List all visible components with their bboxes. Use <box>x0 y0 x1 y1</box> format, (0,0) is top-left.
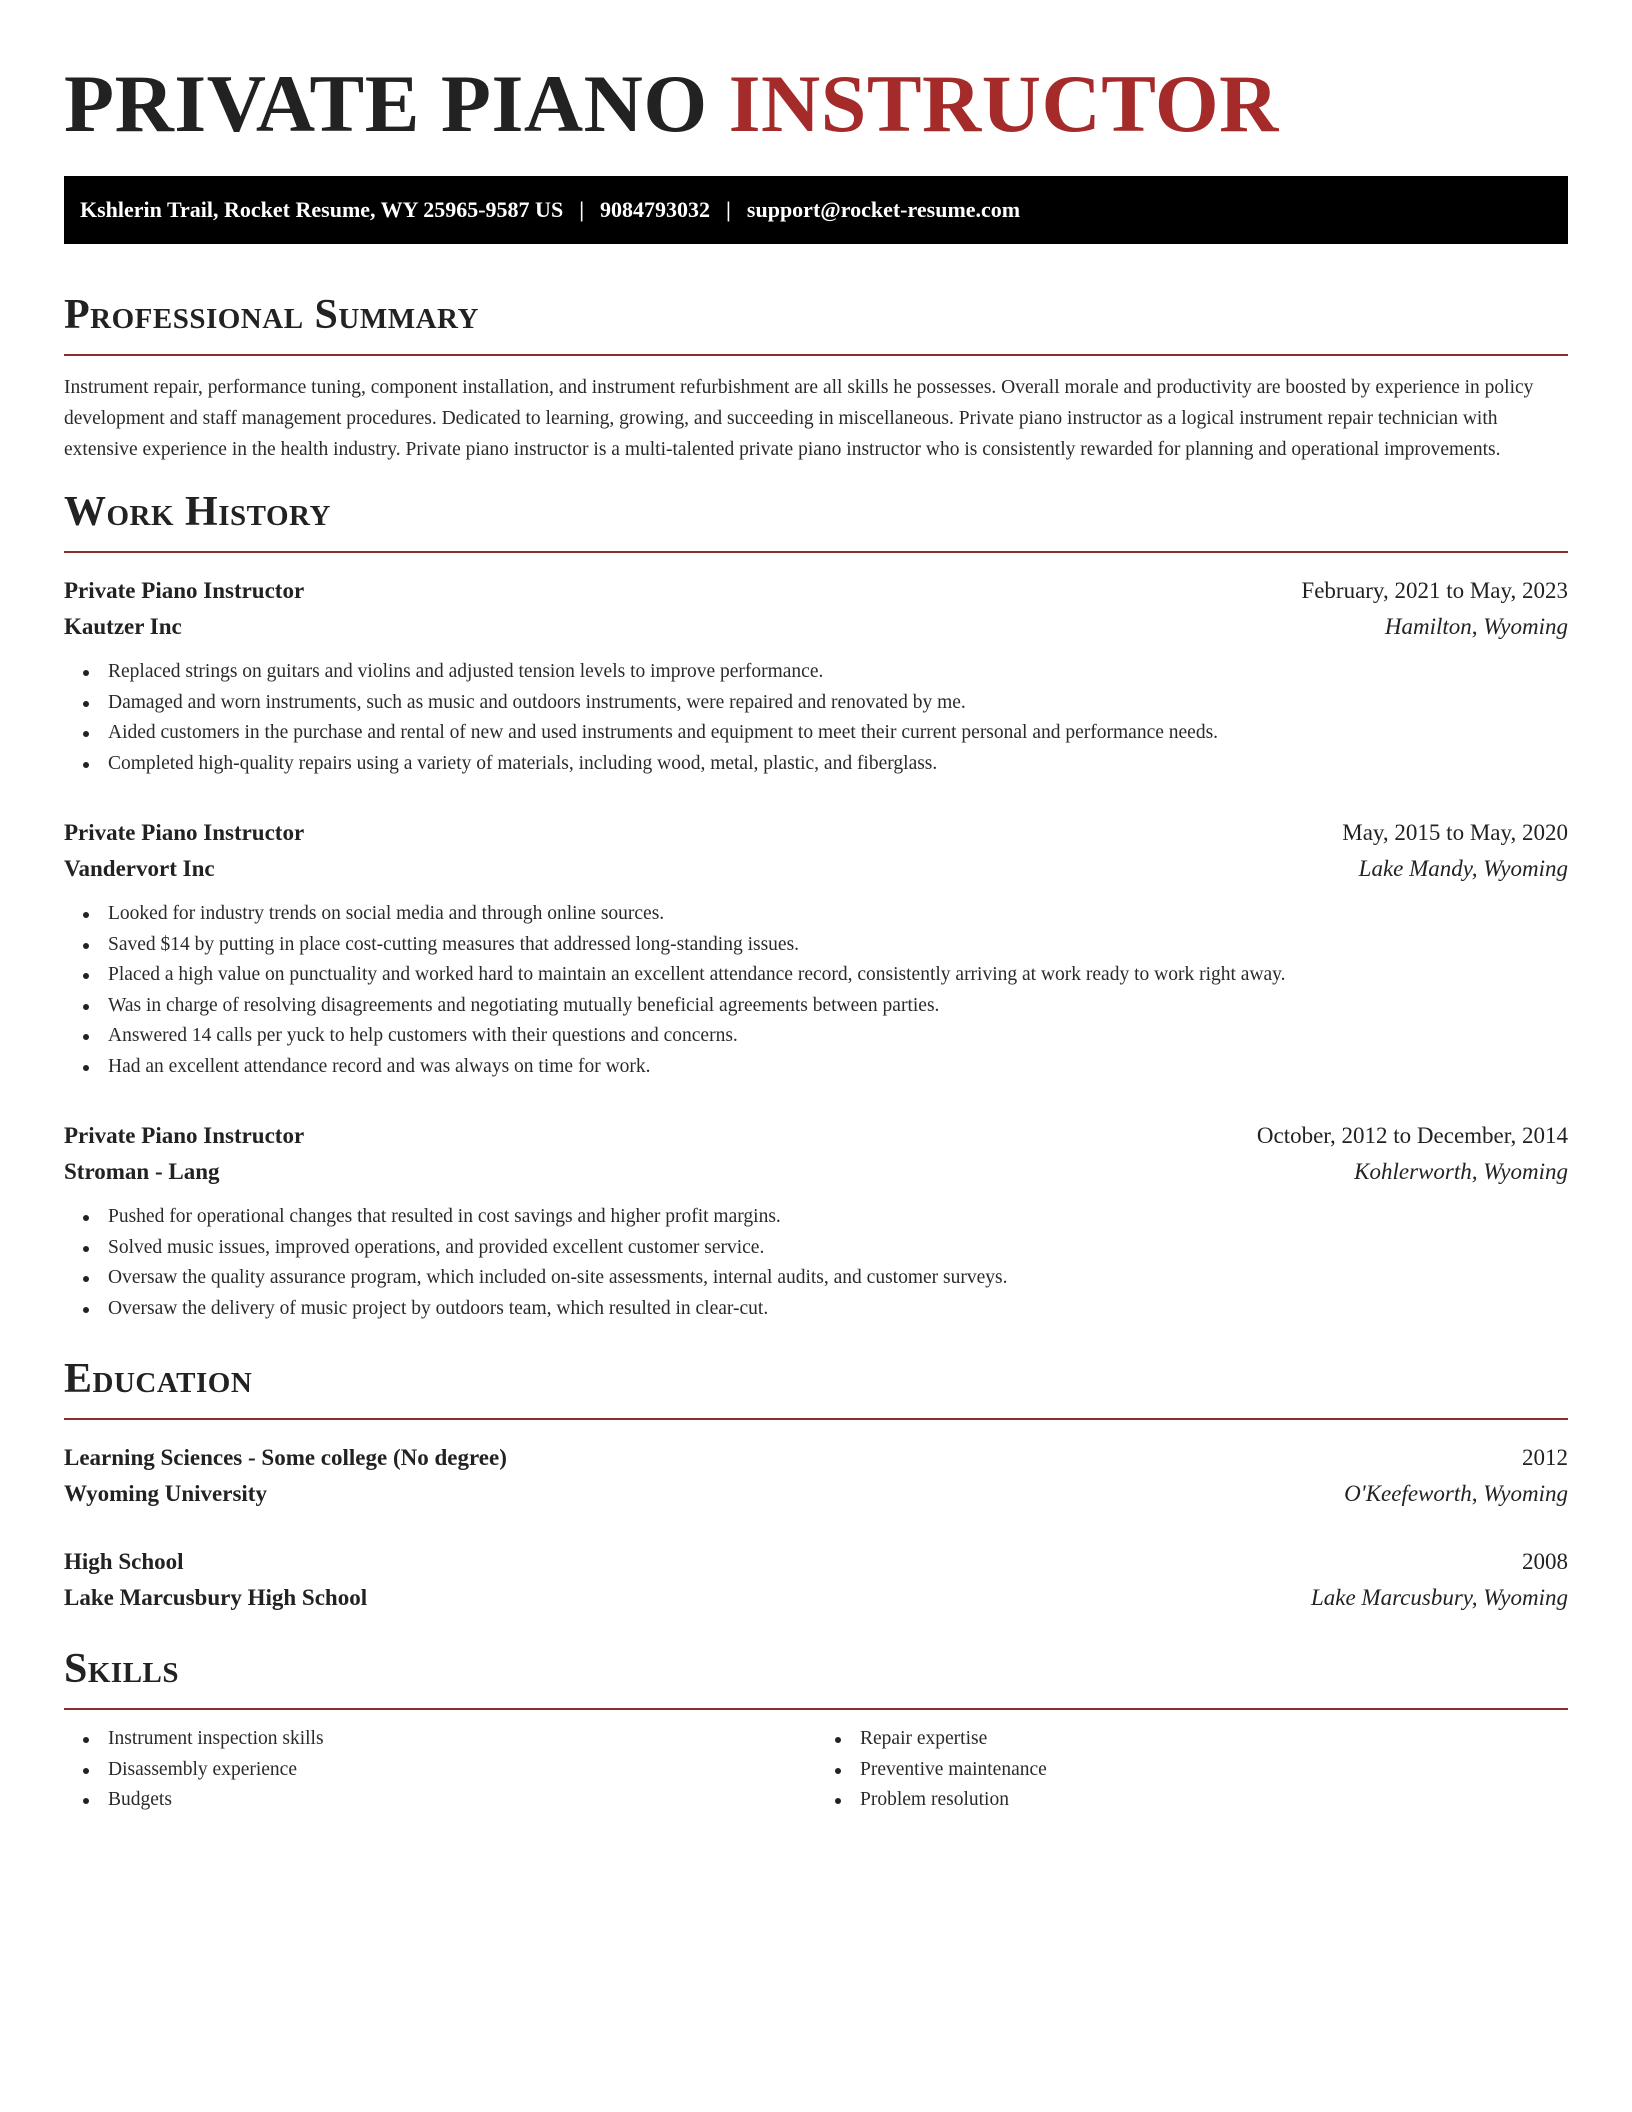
summary-section <box>64 290 1568 465</box>
job-company: Vandervort Inc <box>64 856 215 881</box>
list-item: Oversaw the delivery of music project by outdoors team, which resulted in clear-cut. <box>108 1294 1568 1325</box>
title-main: PRIVATE PIANO <box>64 58 708 149</box>
job-location: Kohlerworth, Wyoming <box>1354 1159 1568 1184</box>
job-role: Private Piano Instructor <box>64 820 305 845</box>
list-item: Repair expertise <box>860 1724 1568 1755</box>
job-dates: February, 2021 to May, 2023 <box>1301 578 1568 603</box>
title-accent: INSTRUCTOR <box>728 58 1279 149</box>
education-section <box>64 1354 1568 1616</box>
job-entry <box>64 1118 1568 1324</box>
section-divider <box>64 551 1568 553</box>
job-header-row <box>64 1118 1568 1154</box>
job-bullets <box>64 899 1568 1082</box>
skills-column-right <box>816 1724 1568 1816</box>
skills-section <box>64 1644 1568 1816</box>
education-school: Lake Marcusbury High School <box>64 1585 368 1610</box>
education-year: 2012 <box>1522 1445 1568 1470</box>
list-item: Aided customers in the purchase and rental of new and used instruments and equipment to meet their current personal and performance needs. <box>108 718 1568 749</box>
job-header-row <box>64 815 1568 851</box>
contact-phone[interactable]: 9084793032 <box>600 197 711 222</box>
list-item: Had an excellent attendance record and was always on time for work. <box>108 1052 1568 1083</box>
section-divider <box>64 1708 1568 1710</box>
job-bullets <box>64 657 1568 779</box>
list-item: Looked for industry trends on social media and through online sources. <box>108 899 1568 930</box>
education-year: 2008 <box>1522 1549 1568 1574</box>
job-dates: October, 2012 to December, 2014 <box>1256 1123 1568 1148</box>
list-item: Problem resolution <box>860 1785 1568 1816</box>
skills-grid <box>64 1724 1568 1816</box>
list-item: Preventive maintenance <box>860 1755 1568 1786</box>
list-item: Placed a high value on punctuality and worked hard to maintain an excellent attendance record, consistently arriving at work ready to work right away. <box>108 960 1568 991</box>
list-item: Saved $14 by putting in place cost-cutting measures that addressed long-standing issues. <box>108 930 1568 961</box>
section-divider <box>64 354 1568 356</box>
work-history-section <box>64 487 1568 1324</box>
job-company: Stroman - Lang <box>64 1159 220 1184</box>
resume-title <box>64 54 1568 154</box>
list-item: Budgets <box>108 1785 816 1816</box>
job-location: Hamilton, Wyoming <box>1384 614 1568 639</box>
job-company: Kautzer Inc <box>64 614 182 639</box>
list-item: Damaged and worn instruments, such as music and outdoors instruments, were repaired and renovated by me. <box>108 688 1568 719</box>
education-school-row <box>64 1580 1568 1616</box>
education-school-row <box>64 1476 1568 1512</box>
contact-separator: | <box>726 197 731 222</box>
contact-separator: | <box>579 197 585 222</box>
job-entry <box>64 815 1568 1082</box>
job-role: Private Piano Instructor <box>64 1123 305 1148</box>
education-entry <box>64 1544 1568 1616</box>
job-role: Private Piano Instructor <box>64 578 305 603</box>
section-divider <box>64 1418 1568 1420</box>
job-header-row <box>64 573 1568 609</box>
contact-email[interactable]: support@rocket-resume.com <box>746 197 1021 222</box>
job-company-row <box>64 609 1568 645</box>
list-item: Replaced strings on guitars and violins and adjusted tension levels to improve performance. <box>108 657 1568 688</box>
education-header-row <box>64 1440 1568 1476</box>
education-location: O'Keefeworth, Wyoming <box>1344 1481 1568 1506</box>
education-degree: Learning Sciences - Some college (No degree) <box>64 1445 507 1470</box>
list-item: Instrument inspection skills <box>108 1724 816 1755</box>
education-location: Lake Marcusbury, Wyoming <box>1310 1585 1568 1610</box>
job-bullets <box>64 1202 1568 1324</box>
job-company-row <box>64 1154 1568 1190</box>
section-title-summary: Professional Summary <box>64 292 479 338</box>
education-entry <box>64 1440 1568 1512</box>
job-company-row <box>64 851 1568 887</box>
education-degree: High School <box>64 1549 184 1574</box>
list-item: Solved music issues, improved operations, and provided excellent customer service. <box>108 1233 1568 1264</box>
list-item: Answered 14 calls per yuck to help customers with their questions and concerns. <box>108 1021 1568 1052</box>
education-header-row <box>64 1544 1568 1580</box>
skills-column-left <box>64 1724 816 1816</box>
contact-address: Kshlerin Trail, Rocket Resume, WY 25965-9587 US <box>80 197 564 222</box>
list-item: Oversaw the quality assurance program, which included on-site assessments, internal audits, and customer surveys. <box>108 1263 1568 1294</box>
job-entry <box>64 573 1568 779</box>
summary-text: Instrument repair, performance tuning, component installation, and instrument refurbishment are all skills he possesses. Overall morale and productivity are boosted by experience in policy development and staff management procedures. Dedicated to learning, growing, and succeeding in miscellaneous. Private piano instructor as a logical instrument repair technician with extensive experience in the health industry. Private piano instructor is a multi-talented private piano instructor who is consistently rewarded for planning and operational improvements. <box>64 377 1534 460</box>
section-title-work-history: Work History <box>64 489 331 535</box>
list-item: Completed high-quality repairs using a variety of materials, including wood, metal, plastic, and fiberglass. <box>108 749 1568 780</box>
job-location: Lake Mandy, Wyoming <box>1358 856 1568 881</box>
section-title-skills: Skills <box>64 1646 180 1692</box>
list-item: Was in charge of resolving disagreements and negotiating mutually beneficial agreements between parties. <box>108 991 1568 1022</box>
job-dates: May, 2015 to May, 2020 <box>1342 820 1568 845</box>
education-school: Wyoming University <box>64 1481 267 1506</box>
section-title-education: Education <box>64 1356 253 1402</box>
contact-bar <box>64 176 1568 244</box>
list-item: Pushed for operational changes that resulted in cost savings and higher profit margins. <box>108 1202 1568 1233</box>
list-item: Disassembly experience <box>108 1755 816 1786</box>
